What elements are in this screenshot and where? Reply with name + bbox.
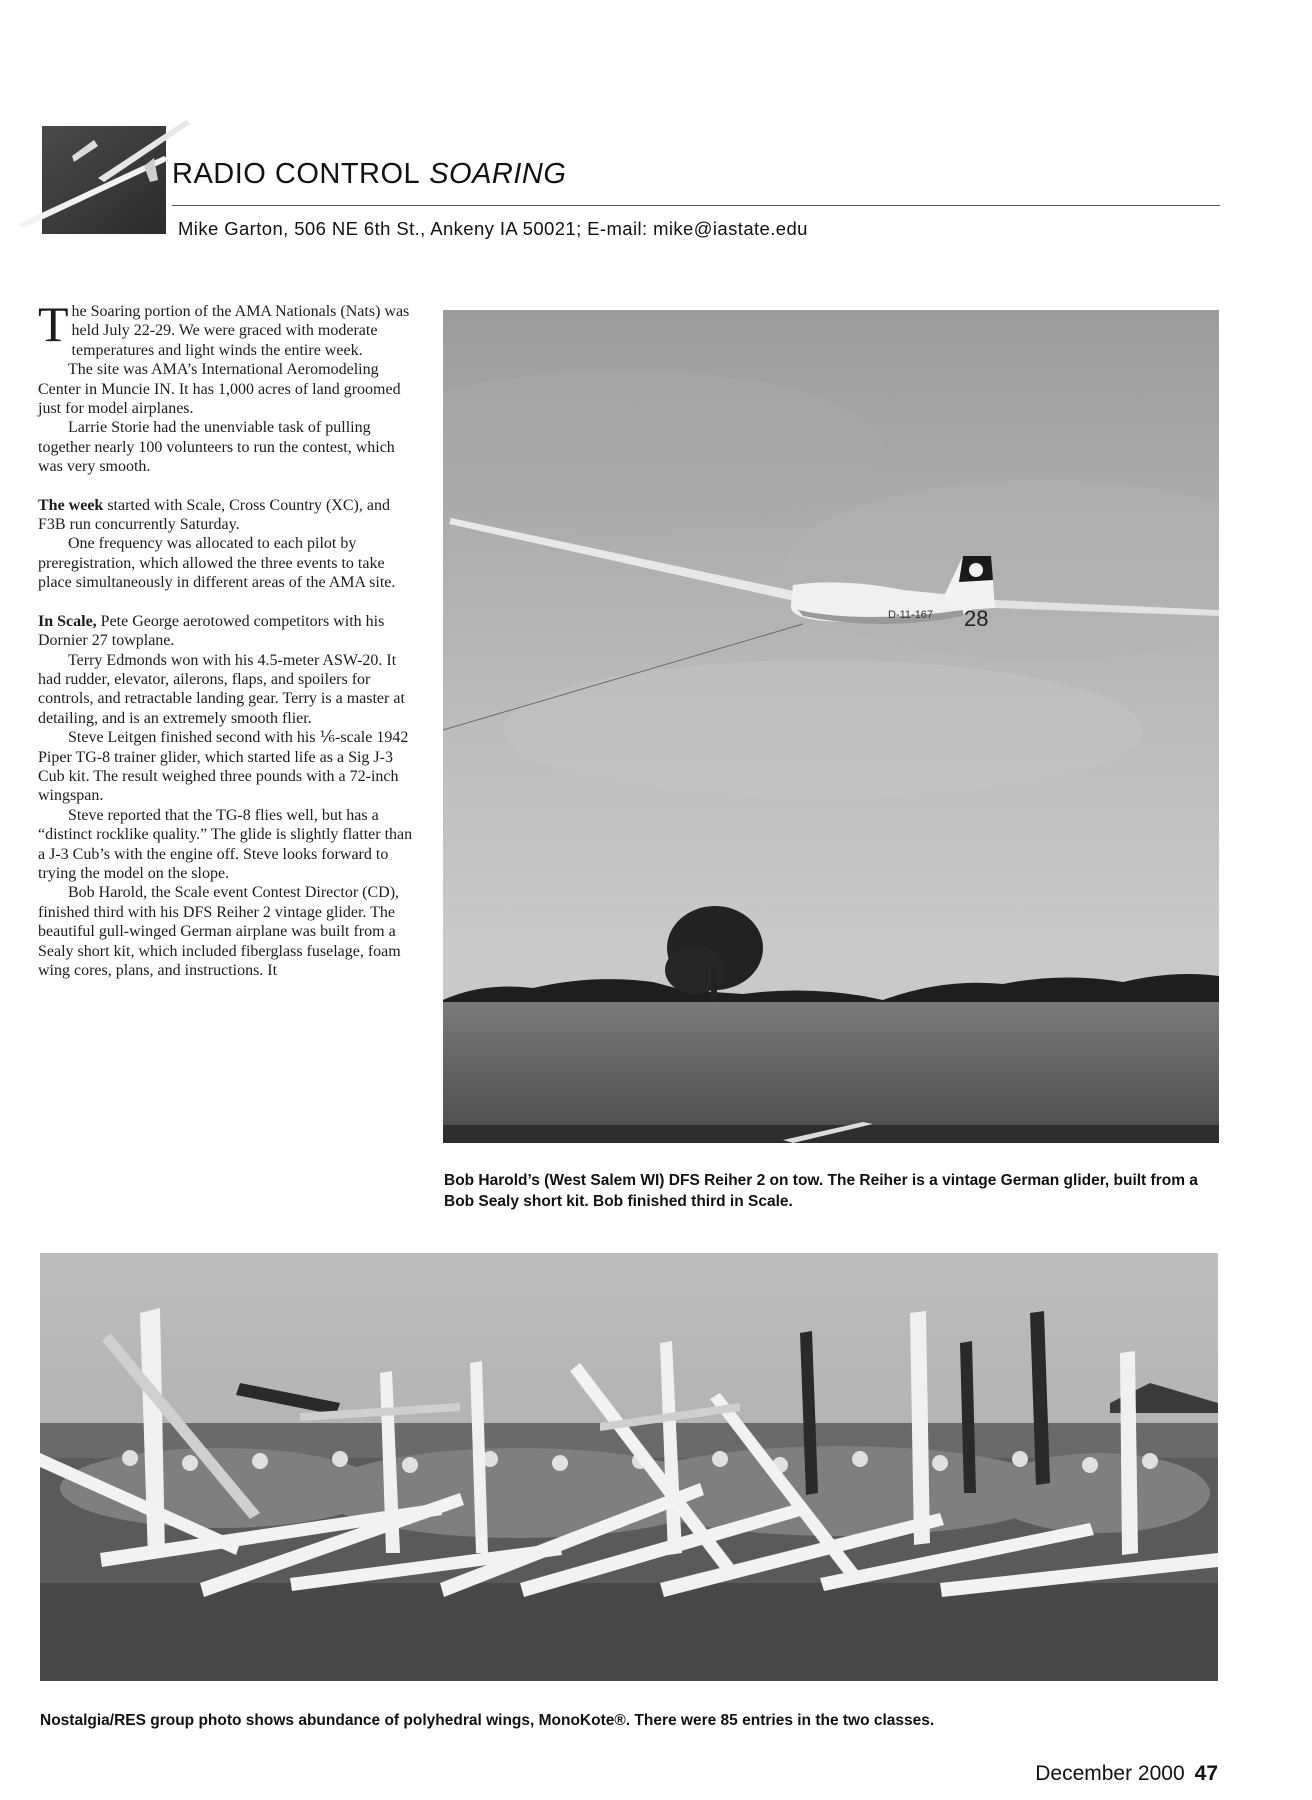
drop-cap: T xyxy=(38,296,69,352)
run-in-heading: The week xyxy=(38,496,104,514)
group-photo xyxy=(40,1253,1218,1681)
page-footer xyxy=(1035,1762,1218,1786)
title-italic: SOARING xyxy=(429,158,567,190)
article-paragraph: Larrie Storie had the unenviable task of pulling together nearly 100 volunteers to run the contest, which was very smooth. xyxy=(38,419,395,476)
photo-caption: Bob Harold’s (West Salem WI) DFS Reiher 2 on tow. The Reiher is a vintage German glider, built from a Bob Sealy short kit. Bob finished third in Scale. xyxy=(444,1172,1198,1210)
article-paragraph: Steve reported that the TG-8 flies well, but has a “distinct rocklike quality.” The glide is slightly flatter than a J-3 Cub’s with the engine off. Steve looks forward to trying the model on the slope. xyxy=(38,806,413,882)
glider-tail-number: 28 xyxy=(964,606,989,631)
article-paragraph: The site was AMA’s International Aeromodeling Center in Muncie IN. It has 1,000 acres of land groomed just for model airplanes. xyxy=(38,361,401,418)
title-main: RADIO CONTROL xyxy=(172,158,421,190)
article-paragraph: One frequency was allocated to each pilot by preregistration, which allowed the three events to take place simultaneously in different areas of the AMA site. xyxy=(38,535,396,592)
article-paragraph: Bob Harold, the Scale event Contest Director (CD), finished third with his DFS Reiher 2 vintage glider. The beautiful gull-winged German airplane was built from a Sealy short kit, which included fiberglass fuselage, foam wing cores, plans, and instructions. It xyxy=(38,884,401,979)
article-column xyxy=(38,296,414,980)
photo-caption: Nostalgia/RES group photo shows abundance of polyhedral wings, MonoKote®. There were 85 entries in the two classes. xyxy=(40,1712,935,1729)
article-paragraph xyxy=(38,612,414,651)
header-rule xyxy=(172,205,1220,206)
run-in-heading: In Scale, xyxy=(38,612,97,630)
paragraph-text: started with Scale, Cross Country (XC), and F3B run concurrently Saturday. xyxy=(38,496,390,534)
column-logo xyxy=(14,116,194,244)
glider-logo-icon xyxy=(14,116,194,244)
glider-photo xyxy=(443,310,1219,1143)
author-byline: Mike Garton, 506 NE 6th St., Ankeny IA 50021; E-mail: mike@iastate.edu xyxy=(178,218,808,239)
column-title xyxy=(172,158,566,191)
glider-registration: D-11-167 xyxy=(888,609,934,621)
article-paragraph xyxy=(38,296,414,360)
page-number: 47 xyxy=(1194,1762,1218,1785)
article-paragraph: Steve Leitgen finished second with his ⅙-scale 1942 Piper TG-8 trainer glider, which started life as a Sig J-3 Cub kit. The result weighed three pounds with a 72-inch wingspan. xyxy=(38,729,409,805)
article-paragraph xyxy=(38,496,414,535)
paragraph-text: he Soaring portion of the AMA Nationals (Nats) was held July 22-29. We were graced with moderate temperatures and light winds the entire week. xyxy=(71,303,410,359)
issue-date: December 2000 xyxy=(1035,1762,1185,1785)
article-paragraph: Terry Edmonds won with his 4.5-meter ASW-20. It had rudder, elevator, ailerons, flaps, and spoilers for controls, and retractable landing gear. Terry is a master at detailing, and is an extremely smooth flier. xyxy=(38,651,405,727)
paragraph-text: Pete George aerotowed competitors with his Dornier 27 towplane. xyxy=(38,612,385,650)
